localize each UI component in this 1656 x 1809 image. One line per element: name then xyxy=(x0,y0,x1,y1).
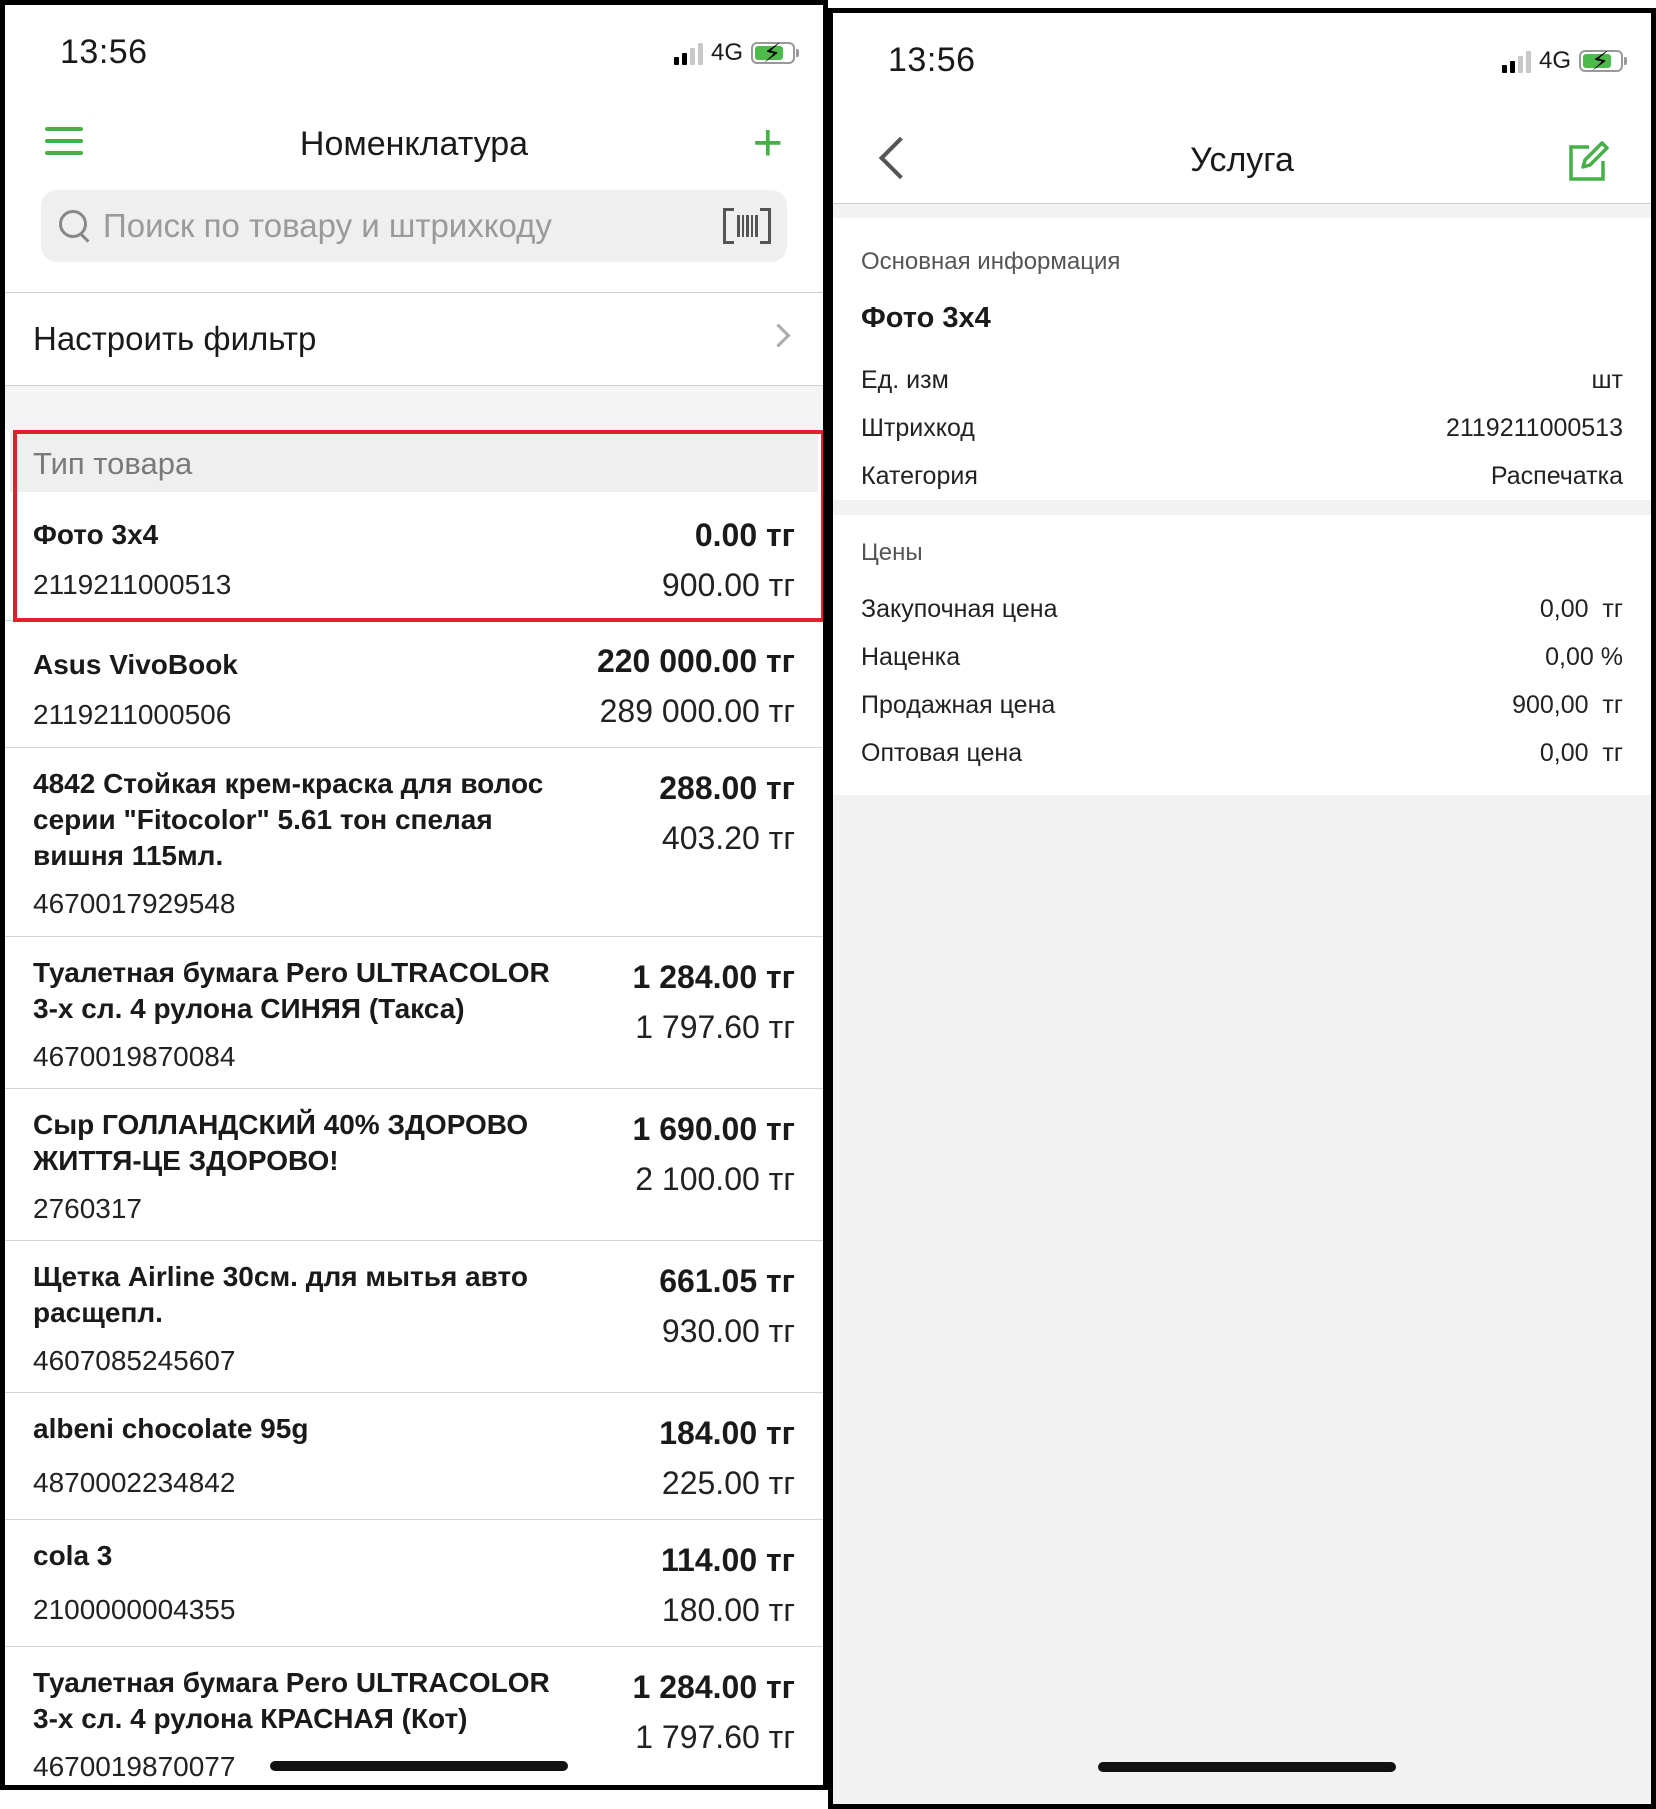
unit-label: Ед. изм xyxy=(861,366,949,394)
item-name: Asus VivoBook xyxy=(33,649,238,680)
sale-price-label: Продажная цена xyxy=(861,691,1056,719)
item-name: Туалетная бумага Pero ULTRACOLOR 3-х сл. 4 рулона СИНЯЯ (Такса) xyxy=(33,957,550,1024)
barcode-value: 2119211000513 xyxy=(1445,414,1623,442)
barcode-row xyxy=(861,414,1623,454)
list-item[interactable] xyxy=(5,748,823,937)
battery-icon: ⚡ xyxy=(751,42,795,64)
edit-icon[interactable] xyxy=(1565,141,1609,185)
item-barcode: 2100000004355 xyxy=(33,1594,236,1625)
page-title: Номенклатура xyxy=(299,125,529,163)
list-item[interactable] xyxy=(5,621,823,748)
item-sale-price: 403.20 тг xyxy=(661,820,795,856)
item-purchase-price: 220 000.00 тг xyxy=(596,643,795,679)
category-label: Категория xyxy=(861,462,978,490)
list-item[interactable] xyxy=(5,1241,823,1393)
barcode-scan-icon[interactable] xyxy=(723,208,771,244)
barcode-label: Штрихкод xyxy=(861,414,975,442)
item-purchase-price: 184.00 тг xyxy=(659,1415,795,1451)
item-barcode: 2760317 xyxy=(33,1193,143,1224)
item-purchase-price: 114.00 тг xyxy=(661,1542,795,1578)
item-purchase-price: 1 690.00 тг xyxy=(632,1111,795,1147)
category-row xyxy=(861,462,1623,502)
search-input[interactable] xyxy=(101,206,723,246)
wholesale-price-value: 0,00 тг xyxy=(1539,739,1623,767)
item-sale-price: 2 100.00 тг xyxy=(635,1161,795,1197)
item-name: Туалетная бумага Pero ULTRACOLOR 3-х сл. 4 рулона КРАСНАЯ (Кот) xyxy=(33,1667,550,1734)
nav-header xyxy=(5,105,823,285)
item-purchase-price: 0.00 тг xyxy=(694,517,795,553)
home-indicator xyxy=(270,1761,568,1771)
page-title: Услуга xyxy=(1190,141,1294,179)
home-indicator xyxy=(1098,1762,1396,1772)
item-name: Щетка Airline 30см. для мытья авто расщепл. xyxy=(33,1261,528,1328)
unit-value: шт xyxy=(1591,366,1623,394)
item-sale-price: 225.00 тг xyxy=(661,1465,795,1501)
item-barcode: 4870002234842 xyxy=(33,1467,236,1498)
item-sale-price: 1 797.60 тг xyxy=(635,1009,795,1045)
category-value: Распечатка xyxy=(1490,462,1623,490)
filter-button[interactable] xyxy=(5,293,823,385)
section-header xyxy=(10,432,818,492)
item-name: cola 3 xyxy=(33,1540,113,1571)
section-header-label: Тип товара xyxy=(33,446,193,481)
signal-icon xyxy=(674,41,703,65)
item-barcode: 4670019870084 xyxy=(33,1041,236,1072)
status-time: 13:56 xyxy=(60,33,148,71)
item-name: Фото 3х4 xyxy=(33,519,159,550)
prices-card xyxy=(833,515,1651,795)
purchase-price-label: Закупочная цена xyxy=(861,595,1058,623)
item-sale-price: 930.00 тг xyxy=(661,1313,795,1349)
item-barcode: 4607085245607 xyxy=(33,1345,236,1376)
item-sale-price: 289 000.00 тг xyxy=(599,693,795,729)
item-name: albeni chocolate 95g xyxy=(33,1413,309,1444)
search-icon xyxy=(57,208,93,244)
product-name: Фото 3х4 xyxy=(861,302,991,334)
status-time: 13:56 xyxy=(888,41,976,79)
markup-value: 0,00 % xyxy=(1545,643,1623,671)
item-barcode: 4670019870077 xyxy=(33,1751,236,1782)
item-name: Сыр ГОЛЛАНДСКИЙ 40% ЗДОРОВО ЖИТТЯ-ЦЕ ЗДОРОВО! xyxy=(33,1109,529,1176)
item-barcode: 4670017929548 xyxy=(33,888,236,919)
signal-icon xyxy=(1502,49,1531,73)
basic-info-caption: Основная информация xyxy=(861,248,1121,275)
list-item[interactable] xyxy=(5,937,823,1089)
markup-row xyxy=(861,643,1623,683)
sale-price-value: 900,00 тг xyxy=(1512,691,1623,719)
battery-icon: ⚡ xyxy=(1579,50,1623,72)
status-bar xyxy=(833,13,1651,113)
network-label: 4G xyxy=(1538,47,1571,74)
search-bar xyxy=(41,190,787,262)
network-label: 4G xyxy=(710,39,743,66)
item-sale-price: 180.00 тг xyxy=(661,1592,795,1628)
unit-row xyxy=(861,366,1623,406)
wholesale-price-row xyxy=(861,739,1623,779)
filter-label: Настроить фильтр xyxy=(33,320,317,357)
item-purchase-price: 1 284.00 тг xyxy=(632,959,795,995)
item-barcode: 2119211000513 xyxy=(33,569,232,600)
item-sale-price: 900.00 тг xyxy=(661,567,795,603)
chevron-right-icon xyxy=(766,323,790,347)
list-item[interactable] xyxy=(5,1393,823,1520)
prices-caption: Цены xyxy=(861,539,923,566)
product-list xyxy=(5,493,823,1790)
purchase-price-row xyxy=(861,595,1623,635)
add-icon[interactable]: + xyxy=(752,114,783,172)
item-purchase-price: 1 284.00 тг xyxy=(632,1669,795,1705)
nav-header xyxy=(833,113,1651,204)
status-bar xyxy=(5,5,823,105)
item-barcode: 2119211000506 xyxy=(33,699,232,730)
spacer xyxy=(5,386,823,430)
item-name: 4842 Стойкая крем-краска для волос серии "Fitocolor" 5.61 тон спелая вишня 115мл. xyxy=(33,768,544,871)
markup-label: Наценка xyxy=(861,643,961,671)
basic-info-card xyxy=(833,218,1651,500)
right-screen xyxy=(828,8,1656,1809)
left-screen xyxy=(0,0,828,1790)
list-item[interactable] xyxy=(5,493,823,621)
item-purchase-price: 288.00 тг xyxy=(659,770,795,806)
list-item[interactable] xyxy=(5,1089,823,1241)
sale-price-row xyxy=(861,691,1623,731)
purchase-price-value: 0,00 тг xyxy=(1539,595,1623,623)
item-sale-price: 1 797.60 тг xyxy=(635,1719,795,1755)
wholesale-price-label: Оптовая цена xyxy=(861,739,1023,767)
item-purchase-price: 661.05 тг xyxy=(659,1263,795,1299)
list-item[interactable] xyxy=(5,1520,823,1647)
